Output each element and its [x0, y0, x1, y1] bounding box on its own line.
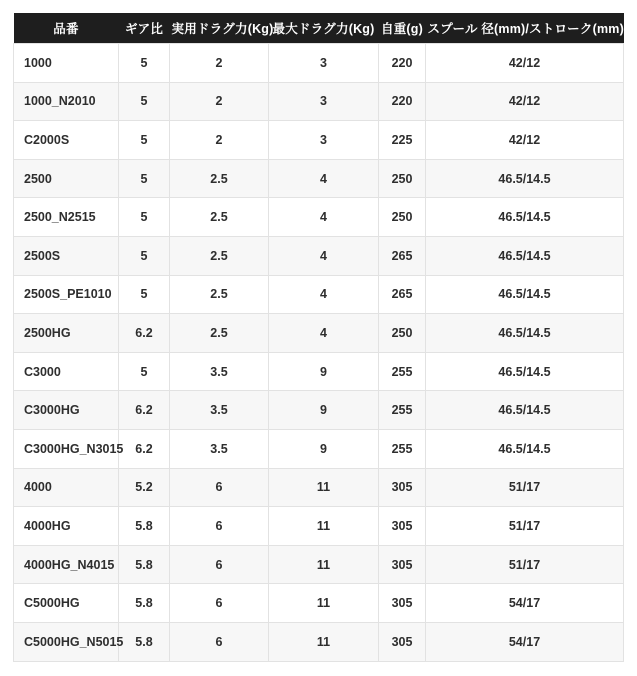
- cell-gear-ratio: 5: [119, 159, 170, 198]
- cell-max-drag: 11: [269, 507, 379, 546]
- cell-spool-size: 46.5/14.5: [426, 314, 624, 353]
- cell-weight: 265: [379, 275, 426, 314]
- cell-gear-ratio: 5: [119, 82, 170, 121]
- cell-gear-ratio: 6.2: [119, 429, 170, 468]
- cell-weight: 305: [379, 584, 426, 623]
- cell-gear-ratio: 5: [119, 44, 170, 83]
- table-row: [14, 121, 624, 160]
- table-row: [14, 236, 624, 275]
- cell-practical-drag: 6: [170, 622, 269, 661]
- table-row: [14, 314, 624, 353]
- table-row: [14, 159, 624, 198]
- column-header-model-number: 品番: [14, 13, 119, 44]
- table-row: [14, 507, 624, 546]
- cell-weight: 250: [379, 159, 426, 198]
- cell-model-number: 2500S_PE1010: [14, 275, 119, 314]
- cell-spool-size: 42/12: [426, 44, 624, 83]
- cell-practical-drag: 2: [170, 121, 269, 160]
- cell-model-number: C3000: [14, 352, 119, 391]
- cell-max-drag: 9: [269, 352, 379, 391]
- cell-gear-ratio: 5: [119, 121, 170, 160]
- cell-spool-size: 46.5/14.5: [426, 236, 624, 275]
- cell-model-number: 2500_N2515: [14, 198, 119, 237]
- cell-spool-size: 46.5/14.5: [426, 391, 624, 430]
- cell-max-drag: 3: [269, 121, 379, 160]
- cell-spool-size: 51/17: [426, 507, 624, 546]
- cell-weight: 250: [379, 198, 426, 237]
- cell-gear-ratio: 5.8: [119, 545, 170, 584]
- cell-model-number: 2500: [14, 159, 119, 198]
- cell-weight: 305: [379, 622, 426, 661]
- cell-practical-drag: 2.5: [170, 275, 269, 314]
- cell-gear-ratio: 5: [119, 352, 170, 391]
- cell-weight: 255: [379, 352, 426, 391]
- cell-weight: 305: [379, 507, 426, 546]
- cell-gear-ratio: 6.2: [119, 391, 170, 430]
- column-header-practical-drag: 実用ドラグ力(Kg): [170, 13, 269, 44]
- cell-max-drag: 4: [269, 198, 379, 237]
- cell-gear-ratio: 5: [119, 198, 170, 237]
- cell-max-drag: 4: [269, 236, 379, 275]
- cell-max-drag: 9: [269, 429, 379, 468]
- cell-max-drag: 11: [269, 622, 379, 661]
- cell-spool-size: 51/17: [426, 468, 624, 507]
- cell-practical-drag: 3.5: [170, 391, 269, 430]
- cell-model-number: 4000HG_N4015: [14, 545, 119, 584]
- cell-weight: 305: [379, 545, 426, 584]
- cell-practical-drag: 6: [170, 468, 269, 507]
- table-row: [14, 44, 624, 83]
- column-header-weight: 自重(g): [379, 13, 426, 44]
- cell-max-drag: 3: [269, 44, 379, 83]
- cell-practical-drag: 2.5: [170, 236, 269, 275]
- column-header-gear-ratio: ギア比: [119, 13, 170, 44]
- cell-spool-size: 46.5/14.5: [426, 198, 624, 237]
- cell-model-number: 1000: [14, 44, 119, 83]
- cell-model-number: 4000: [14, 468, 119, 507]
- cell-gear-ratio: 5.2: [119, 468, 170, 507]
- cell-gear-ratio: 5.8: [119, 507, 170, 546]
- cell-model-number: C3000HG_N3015: [14, 429, 119, 468]
- cell-max-drag: 4: [269, 275, 379, 314]
- cell-weight: 220: [379, 82, 426, 121]
- cell-max-drag: 11: [269, 584, 379, 623]
- table-row: [14, 198, 624, 237]
- table-row: [14, 352, 624, 391]
- cell-weight: 265: [379, 236, 426, 275]
- cell-spool-size: 46.5/14.5: [426, 429, 624, 468]
- reel-spec-table: [13, 13, 624, 662]
- table-header: [14, 13, 624, 44]
- cell-max-drag: 11: [269, 545, 379, 584]
- cell-gear-ratio: 6.2: [119, 314, 170, 353]
- cell-model-number: C3000HG: [14, 391, 119, 430]
- cell-practical-drag: 2: [170, 44, 269, 83]
- cell-gear-ratio: 5.8: [119, 584, 170, 623]
- cell-practical-drag: 2.5: [170, 314, 269, 353]
- cell-max-drag: 9: [269, 391, 379, 430]
- cell-weight: 255: [379, 391, 426, 430]
- table-header-row: [14, 13, 624, 44]
- column-header-spool-size: スプール 径(mm)/ストローク(mm): [426, 13, 624, 44]
- cell-max-drag: 4: [269, 314, 379, 353]
- cell-spool-size: 46.5/14.5: [426, 275, 624, 314]
- table-row: [14, 622, 624, 661]
- cell-practical-drag: 2.5: [170, 198, 269, 237]
- cell-weight: 220: [379, 44, 426, 83]
- table-row: [14, 82, 624, 121]
- table-body: [14, 44, 624, 662]
- table-row: [14, 275, 624, 314]
- cell-gear-ratio: 5: [119, 236, 170, 275]
- cell-practical-drag: 6: [170, 545, 269, 584]
- cell-practical-drag: 6: [170, 507, 269, 546]
- cell-model-number: 1000_N2010: [14, 82, 119, 121]
- cell-model-number: C5000HG: [14, 584, 119, 623]
- cell-practical-drag: 3.5: [170, 352, 269, 391]
- cell-spool-size: 42/12: [426, 82, 624, 121]
- cell-weight: 225: [379, 121, 426, 160]
- cell-spool-size: 54/17: [426, 622, 624, 661]
- cell-model-number: C2000S: [14, 121, 119, 160]
- table-row: [14, 429, 624, 468]
- cell-model-number: 2500HG: [14, 314, 119, 353]
- table-row: [14, 545, 624, 584]
- cell-spool-size: 42/12: [426, 121, 624, 160]
- cell-spool-size: 51/17: [426, 545, 624, 584]
- cell-practical-drag: 2: [170, 82, 269, 121]
- cell-gear-ratio: 5.8: [119, 622, 170, 661]
- cell-max-drag: 11: [269, 468, 379, 507]
- table-row: [14, 391, 624, 430]
- cell-model-number: C5000HG_N5015: [14, 622, 119, 661]
- cell-practical-drag: 3.5: [170, 429, 269, 468]
- table-row: [14, 584, 624, 623]
- cell-weight: 305: [379, 468, 426, 507]
- table-row: [14, 468, 624, 507]
- cell-practical-drag: 2.5: [170, 159, 269, 198]
- cell-weight: 255: [379, 429, 426, 468]
- cell-weight: 250: [379, 314, 426, 353]
- cell-spool-size: 46.5/14.5: [426, 352, 624, 391]
- cell-max-drag: 3: [269, 82, 379, 121]
- cell-spool-size: 46.5/14.5: [426, 159, 624, 198]
- cell-model-number: 4000HG: [14, 507, 119, 546]
- cell-max-drag: 4: [269, 159, 379, 198]
- cell-model-number: 2500S: [14, 236, 119, 275]
- cell-spool-size: 54/17: [426, 584, 624, 623]
- cell-practical-drag: 6: [170, 584, 269, 623]
- cell-gear-ratio: 5: [119, 275, 170, 314]
- column-header-max-drag: 最大ドラグ力(Kg): [269, 13, 379, 44]
